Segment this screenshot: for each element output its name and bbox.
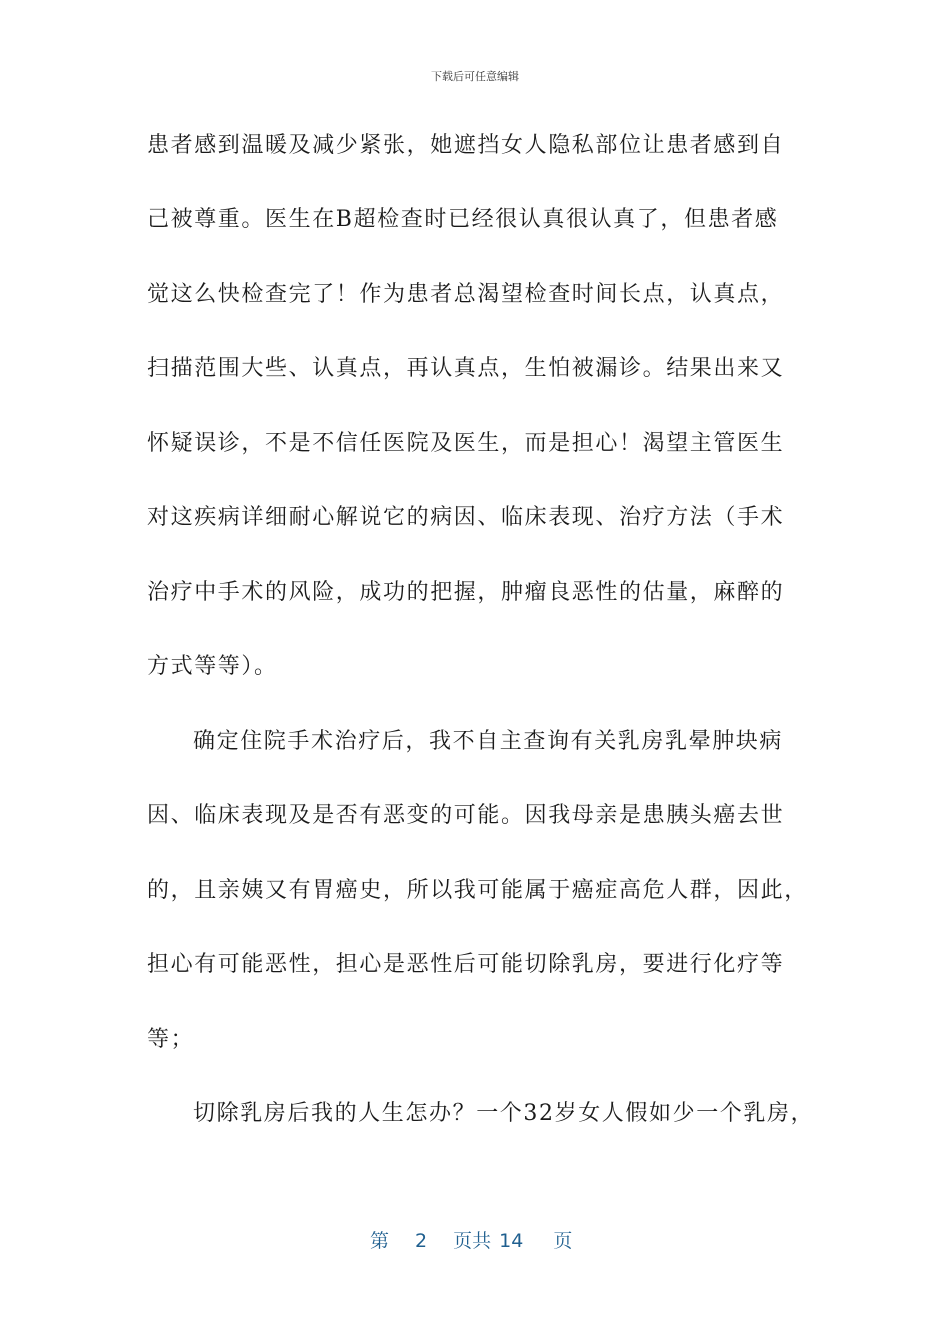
text-line: 切除乳房后我的人生怎办？一个32岁女人假如少一个乳房， xyxy=(193,1101,815,1126)
header-note: 下载后可任意编辑 xyxy=(431,70,519,83)
page-footer xyxy=(370,1226,572,1253)
footer-page-number: 2 xyxy=(415,1230,428,1252)
text-line: 方式等等）。 xyxy=(147,654,278,679)
text-line: 治疗中手术的风险，成功的把握，肿瘤良恶性的估量，麻醉的 xyxy=(147,580,785,605)
text-line: 等； xyxy=(147,1027,195,1052)
text-line: 患者感到温暖及减少紧张，她遮挡女人隐私部位让患者感到自 xyxy=(147,133,785,158)
text-line: 确定住院手术治疗后，我不自主查询有关乳房乳晕肿块病 xyxy=(193,729,784,754)
text-line: 因、临床表现及是否有恶变的可能。因我母亲是患胰头癌去世 xyxy=(147,803,785,828)
footer-total-pages: 14 xyxy=(499,1230,524,1252)
footer-suffix: 页 xyxy=(553,1230,573,1252)
text-line: 觉这么快检查完了！作为患者总渴望检查时间长点，认真点， xyxy=(147,282,785,307)
text-line: 的，且亲姨又有胃癌史，所以我可能属于癌症高危人群，因此， xyxy=(147,878,808,903)
text-line: 对这疾病详细耐心解说它的病因、临床表现、治疗方法（手术 xyxy=(147,505,785,530)
text-line: 担心有可能恶性，担心是恶性后可能切除乳房，要进行化疗等 xyxy=(147,952,785,977)
footer-prefix: 第 xyxy=(370,1230,390,1252)
text-line: 扫描范围大些、认真点，再认真点，生怕被漏诊。结果出来又 xyxy=(147,356,785,381)
text-line: 怀疑误诊，不是不信任医院及医生，而是担心！渴望主管医生 xyxy=(147,431,785,456)
footer-middle: 页共 xyxy=(453,1230,492,1252)
text-line: 己被尊重。医生在B超检查时已经很认真很认真了，但患者感 xyxy=(147,207,779,232)
